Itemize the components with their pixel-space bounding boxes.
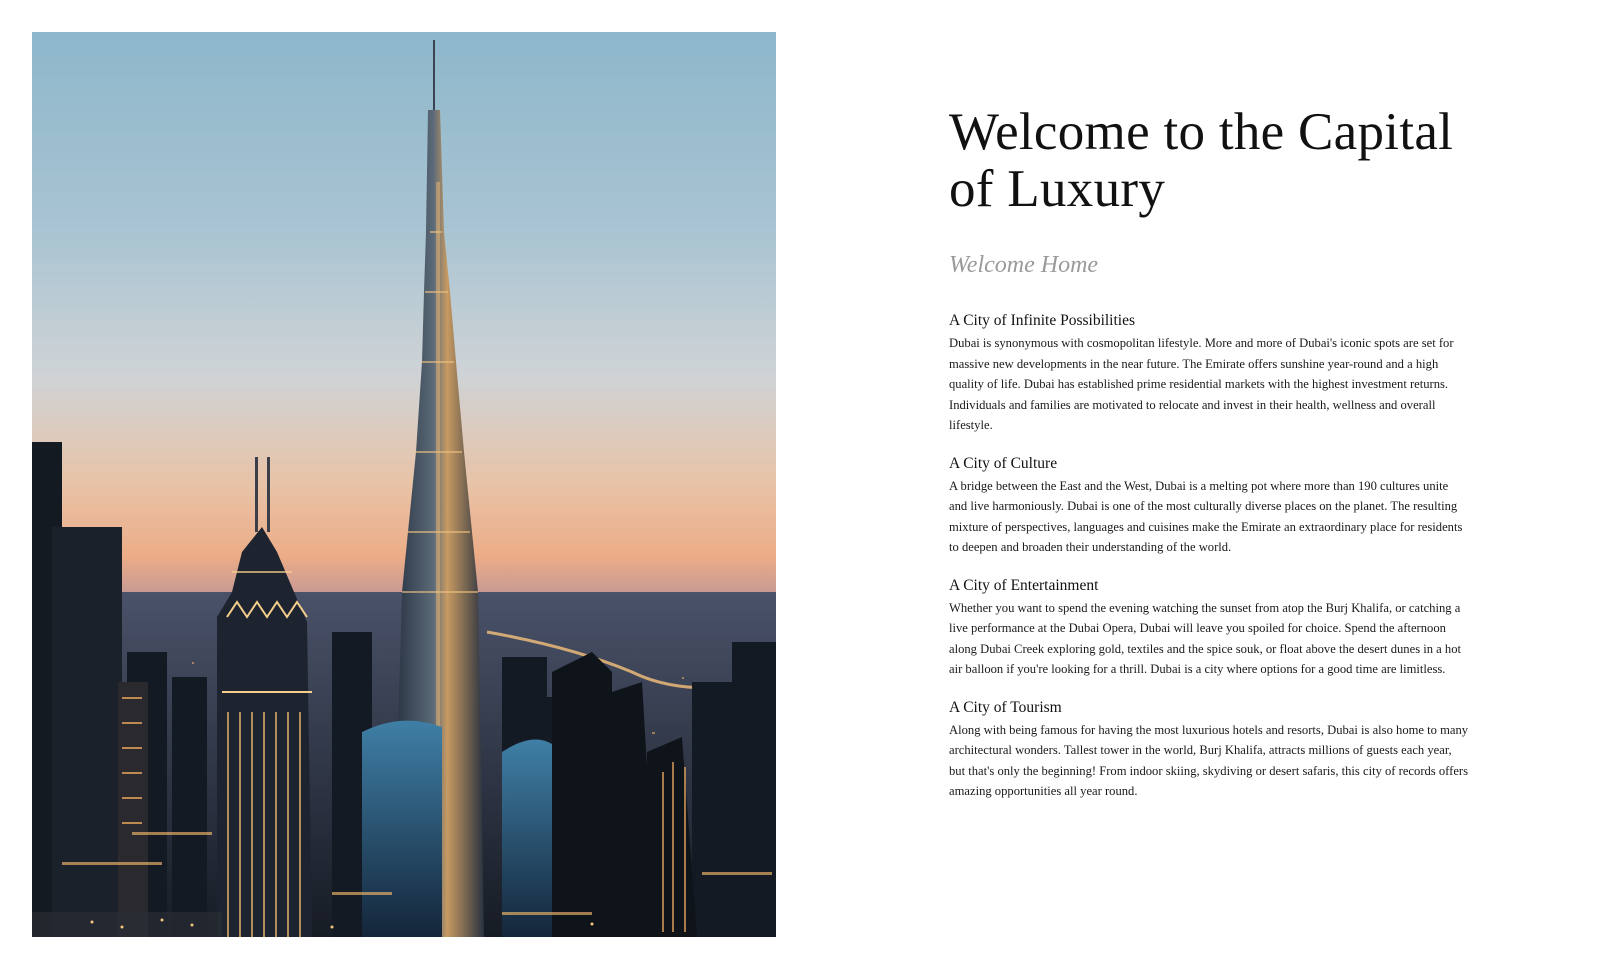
- skyline-illustration: [32, 32, 776, 937]
- section-body: A bridge between the East and the West, Dubai is a melting pot where more than 190 cultures unite and live harmoniously. Dubai is one of the most culturally diverse places on the planet. The resulting mixture of perspectives, languages and cuisines make the Emirate an extraordinary place for residents to deepen and broaden their understanding of the world.: [949, 478, 1463, 554]
- section-body: Dubai is synonymous with cosmopolitan lifestyle. More and more of Dubai's iconic spots are set for massive new developments in the near future. The Emirate offers sunshine year-round and a high quality of life. Dubai has established prime residential markets with the highest investment returns. Individuals and families are motivated to relocate and invest in their health, wellness and overall lifestyle.: [949, 336, 1454, 432]
- page-title: Welcome to the Capital of Luxury: [949, 103, 1454, 218]
- section-entertainment: [949, 576, 1469, 680]
- page-subtitle: Welcome Home: [949, 252, 1099, 278]
- section-culture: [949, 454, 1469, 558]
- dubai-skyline-photo: [32, 32, 776, 937]
- section-body: Along with being famous for having the most luxurious hotels and resorts, Dubai is also home to many architectural wonders. Tallest tower in the world, Burj Khalifa, attracts millions of guests each year, but that's only the beginning! From indoor skiing, skydiving or desert safaris, this city of records offers amazing opportunities all year round.: [949, 722, 1469, 798]
- section-heading: A City of Entertainment: [949, 576, 1099, 594]
- section-tourism: [949, 698, 1469, 802]
- section-possibilities: [949, 311, 1469, 436]
- section-heading: A City of Tourism: [949, 698, 1062, 716]
- text-column: [949, 104, 1469, 802]
- sections-list: [949, 311, 1469, 802]
- section-heading: A City of Culture: [949, 454, 1058, 472]
- section-heading: A City of Infinite Possibilities: [949, 312, 1136, 329]
- section-body: Whether you want to spend the evening watching the sunset from atop the Burj Khalifa, or catching a live performance at the Dubai Opera, Dubai will leave you spoiled for choice. Spend the afternoon along Dubai Creek exploring gold, textiles and the spice souk, or float above the desert dunes in a hot air balloon if you're looking for a thrill. Dubai is a city where options for a good time are limitless.: [949, 600, 1462, 676]
